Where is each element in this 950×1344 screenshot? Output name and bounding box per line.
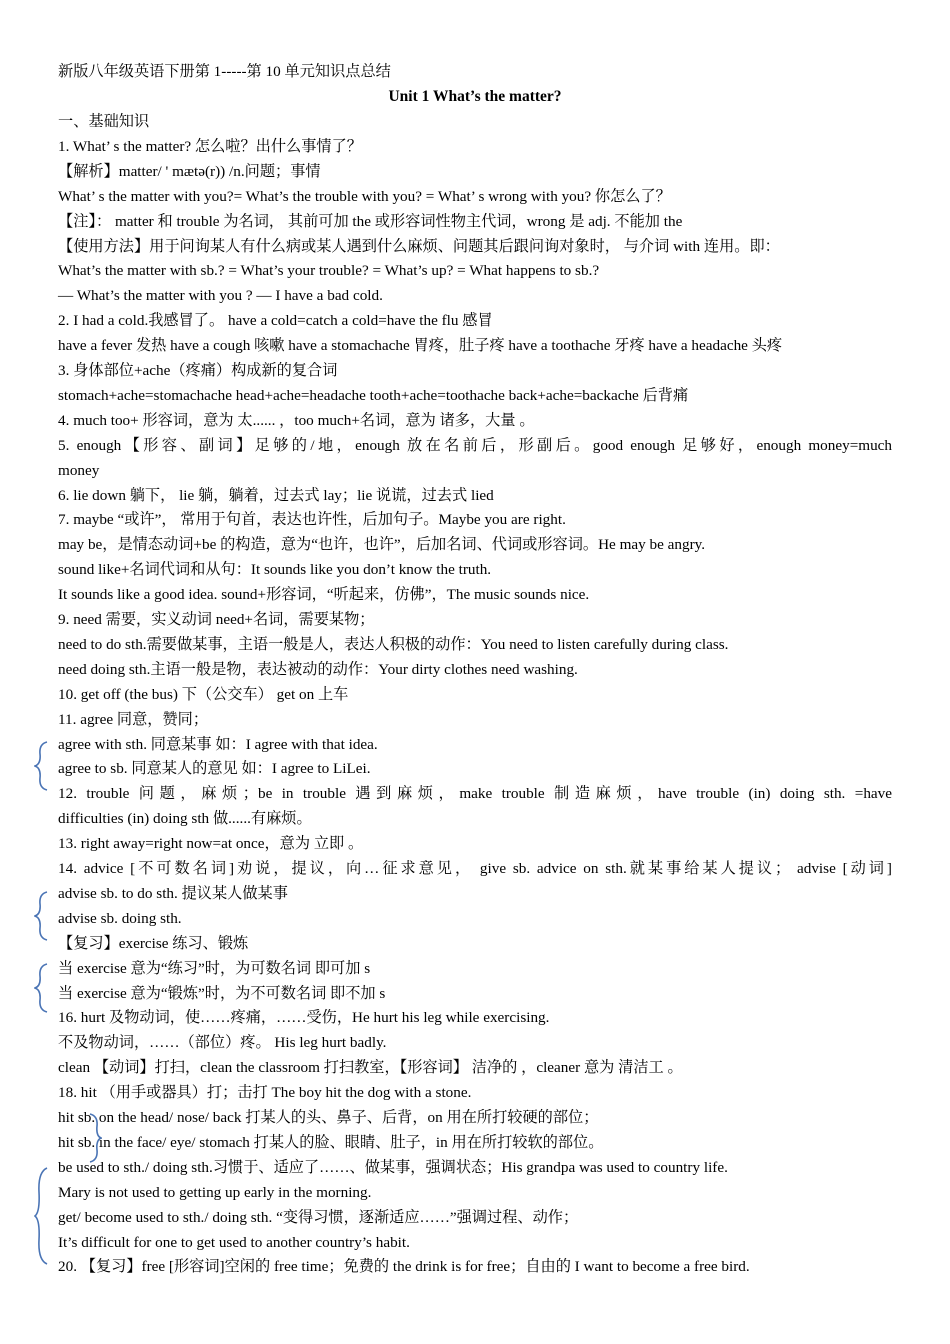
text-line: What’s the matter with sb.? = What’s your trouble? = What’s up? = What happens to sb.? xyxy=(58,262,600,280)
text-line: agree to sb. 同意某人的意见 如：I agree to LiLei. xyxy=(58,760,371,778)
text-line: difficulties (in) doing sth 做......有麻烦。 xyxy=(58,810,312,828)
text-line: 18. hit （用手或器具）打；击打 The boy hit the dog with a stone. xyxy=(58,1084,472,1102)
text-line: 【解析】matter/ ' mætə(r)) /n.问题；事情 xyxy=(58,162,321,180)
text-line: 12. trouble 问题，麻烦；be in trouble 遇到麻烦，make trouble 制造麻烦，have trouble (in) doing sth. =have xyxy=(58,785,892,803)
text-line: advise sb. to do sth. 提议某人做某事 xyxy=(58,884,288,902)
text-line: clean 【动词】打扫，clean the classroom 打扫教室，【形容词】 洁净的 ，cleaner 意为 清洁工 。 xyxy=(58,1059,683,1077)
text-line: need to do sth.需要做某事，主语一般是人，表达人积极的动作：You need to listen carefully during class. xyxy=(58,635,729,653)
text-line: be used to sth./ doing sth.习惯于、适应了……、做某事，强调状态；His grandpa was used to country life. xyxy=(58,1158,728,1176)
brace-icon xyxy=(34,890,48,942)
text-line: 11. agree 同意，赞同； xyxy=(58,710,209,728)
text-line: What’ s the matter with you?= What’s the trouble with you? = What’ s wrong with you? 你怎么了？ xyxy=(58,187,671,205)
brace-icon xyxy=(34,962,48,1014)
text-line: 不及物动词，……（部位）疼。 His leg hurt badly. xyxy=(58,1034,387,1052)
text-line: sound like+名词代词和从句：It sounds like you don’t know the truth. xyxy=(58,561,492,579)
text-line: 14. advice [不可数名词]劝说，提议，向…征求意见， give sb. advice on sth.就某事给某人提议； advise [动词] xyxy=(58,860,892,877)
brace-icon xyxy=(34,1166,48,1266)
text-line: need doing sth.主语一般是物，表达被动的动作：Your dirty clothes need washing. xyxy=(58,660,578,678)
text-line: 1. What’ s the matter? 怎么啦？出什么事情了？ xyxy=(58,137,362,155)
text-line: 当 exercise 意为“练习”时，为可数名词 即可加 s xyxy=(58,959,371,977)
text-line: Mary is not used to getting up early in the morning. xyxy=(58,1183,372,1201)
text-line: 20. 【复习】free [形容词]空闲的 free time；免费的 the drink is for free；自由的 I want to become a free bird. xyxy=(58,1258,750,1276)
text-line: 16. hurt 及物动词，使……疼痛，……受伤，He hurt his leg while exercising. xyxy=(58,1009,550,1027)
text-line: — What’s the matter with you ? — I have a bad cold. xyxy=(58,287,383,305)
text-line: 4. much too+ 形容词，意为 太...... ，too much+名词，意为 诸多，大量 。 xyxy=(58,411,535,429)
brace-icon xyxy=(88,1112,102,1164)
text-line: 6. lie down 躺下， lie 躺，躺着，过去式 lay；lie 说谎，过去式 lied xyxy=(58,486,494,504)
text-line: 一、基础知识 xyxy=(58,113,150,130)
text-line: stomach+ache=stomachache head+ache=headache tooth+ache=toothache back+ache=backache 后背痛 xyxy=(58,386,689,404)
text-line: get/ become used to sth./ doing sth. “变得习惯，逐渐适应……”强调过程、动作； xyxy=(58,1208,579,1226)
text-line: 【注】： matter 和 trouble 为名词， 其前可加 the 或形容词性物主代词，wrong 是 adj. 不能加 the xyxy=(58,212,683,230)
text-line: 5. enough【形容、副词】足够的/地，enough 放在名前后，形副后。good enough 足够好，enough money=much xyxy=(58,436,892,454)
text-line: 9. need 需要，实义动词 need+名词，需要某物； xyxy=(58,611,375,628)
text-line: advise sb. doing sth. xyxy=(58,909,182,927)
text-line: 【使用方法】用于问询某人有什么病或某人遇到什么麻烦、问题其后跟问询对象时， 与介词 with 连用。即： xyxy=(58,237,780,255)
text-line: hit sb. in the face/ eye/ stomach 打某人的脸、眼睛、肚子，in 用在所打较软的部位。 xyxy=(58,1133,604,1151)
document-header: 新版八年级英语下册第 1-----第 10 单元知识点总结 xyxy=(58,63,391,80)
text-line: have a fever 发热 have a cough 咳嗽 have a stomachache 胃疼，肚子疼 have a toothache 牙疼 have a headache 头疼 xyxy=(58,337,783,355)
text-line: money xyxy=(58,461,100,479)
text-line: 【复习】exercise 练习、锻炼 xyxy=(58,934,249,952)
brace-icon xyxy=(34,740,48,792)
text-line: 3. 身体部位+ache（疼痛）构成新的复合词 xyxy=(58,362,338,379)
text-line: It’s difficult for one to get used to another country’s habit. xyxy=(58,1233,410,1251)
text-line: may be，是情态动词+be 的构造，意为“也许，也许”，后加名词、代词或形容词。He may be angry. xyxy=(58,536,706,554)
unit-title: Unit 1 What’s the matter? xyxy=(388,88,562,105)
text-line: 10. get off (the bus) 下（公交车） get on 上车 xyxy=(58,685,349,703)
text-line: agree with sth. 同意某事 如：I agree with that idea. xyxy=(58,735,378,753)
text-line: 2. I had a cold.我感冒了。 have a cold=catch a cold=have the flu 感冒 xyxy=(58,312,493,330)
text-line: hit sb. on the head/ nose/ back 打某人的头、鼻子、后背，on 用在所打较硬的部位； xyxy=(58,1109,599,1126)
text-line: 7. maybe “或许”， 常用于句首，表达也许性，后加句子。Maybe you are right. xyxy=(58,511,566,529)
text-line: It sounds like a good idea. sound+形容词，“听起来，仿佛”，The music sounds nice. xyxy=(58,586,590,604)
text-line: 13. right away=right now=at once，意为 立即 。 xyxy=(58,835,364,853)
text-line: 当 exercise 意为“锻炼”时，为不可数名词 即不加 s xyxy=(58,984,386,1002)
